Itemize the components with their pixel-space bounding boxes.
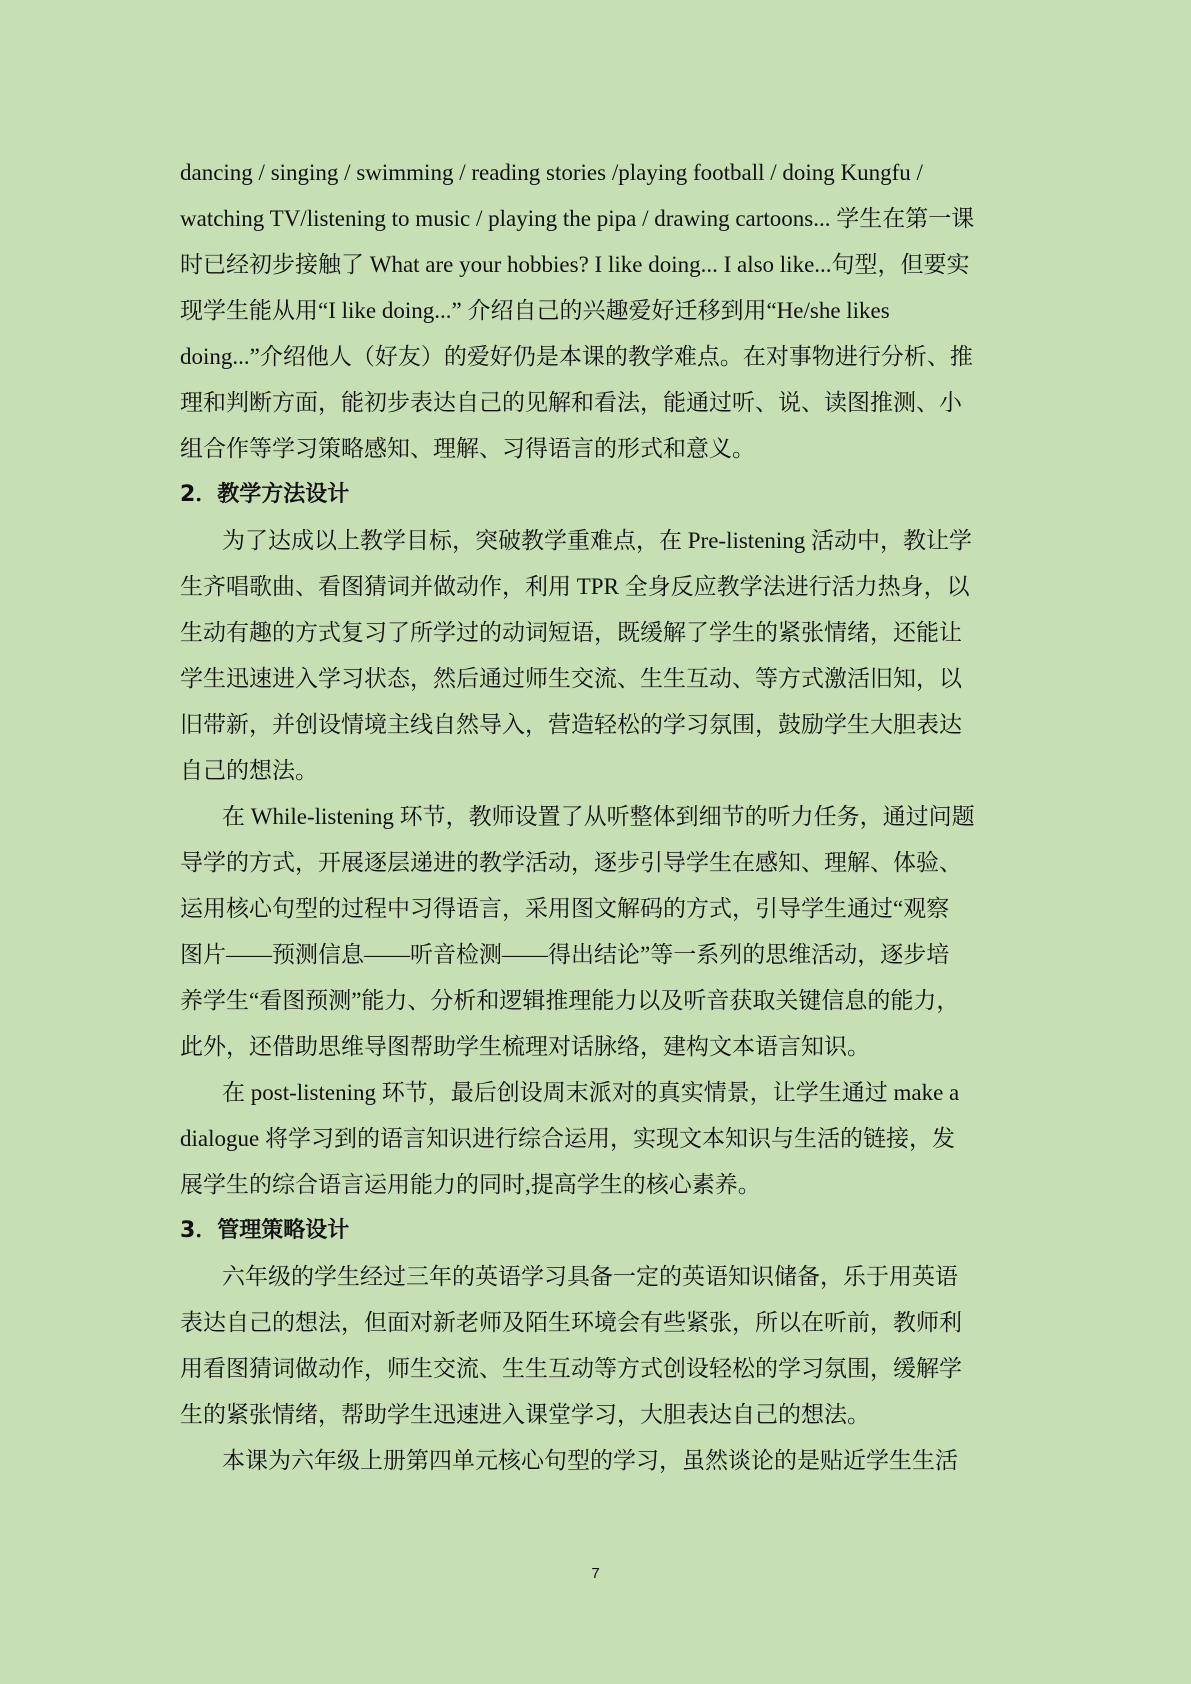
text-line: 旧带新，并创设情境主线自然导入，营造轻松的学习氛围，鼓励学生大胆表达 <box>180 712 962 737</box>
text-line: 学生迅速进入学习状态，然后通过师生交流、生生互动、等方式激活旧知，以 <box>180 666 962 691</box>
section-heading: 2．教学方法设计 <box>180 482 350 507</box>
text-line: 生动有趣的方式复习了所学过的动词短语，既缓解了学生的紧张情绪，还能让 <box>180 620 962 645</box>
text-line: 现学生能从用“I like doing...” 介绍自己的兴趣爱好迁移到用“He/she likes <box>180 298 890 323</box>
text-line: 用看图猜词做动作，师生交流、生生互动等方式创设轻松的学习氛围，缓解学 <box>180 1356 962 1381</box>
text-line: 组合作等学习策略感知、理解、习得语言的形式和意义。 <box>180 436 755 461</box>
text-line: 在 post-listening 环节，最后创设周末派对的真实情景，让学生通过 make a <box>222 1080 960 1105</box>
text-line: 此外，还借助思维导图帮助学生梳理对话脉络，建构文本语言知识。 <box>180 1034 870 1059</box>
text-line: watching TV/listening to music / playing the pipa / drawing cartoons... 学生在第一课 <box>180 206 975 231</box>
section-heading: 3．管理策略设计 <box>180 1218 350 1243</box>
text-line: dancing / singing / swimming / reading stories /playing football / doing Kungfu / <box>180 160 923 185</box>
text-line: 图片——预测信息——听音检测——得出结论”等一系列的思维活动，逐步培 <box>180 942 950 967</box>
text-line: 自己的想法。 <box>180 758 318 783</box>
text-line: 时已经初步接触了 What are your hobbies? I like doing... I also like...句型，但要实 <box>180 252 970 277</box>
text-line: 导学的方式，开展逐层递进的教学活动，逐步引导学生在感知、理解、体验、 <box>180 850 962 875</box>
text-line: 运用核心句型的过程中习得语言，采用图文解码的方式，引导学生通过“观察 <box>180 896 950 921</box>
text-line: dialogue 将学习到的语言知识进行综合运用，实现文本知识与生活的链接，发 <box>180 1126 955 1151</box>
text-line: 养学生“看图预测”能力、分析和逻辑推理能力以及听音获取关键信息的能力， <box>180 988 960 1013</box>
text-line: 六年级的学生经过三年的英语学习具备一定的英语知识储备，乐于用英语 <box>222 1264 958 1289</box>
text-line: 表达自己的想法，但面对新老师及陌生环境会有些紧张，所以在听前，教师利 <box>180 1310 962 1335</box>
page-number: 7 <box>591 1565 600 1582</box>
text-line: 生齐唱歌曲、看图猜词并做动作，利用 TPR 全身反应教学法进行活力热身，以 <box>180 574 970 599</box>
text-line: doing...”介绍他人（好友）的爱好仍是本课的教学难点。在对事物进行分析、推 <box>180 344 973 369</box>
document-body <box>180 150 1015 1484</box>
text-line: 在 While-listening 环节，教师设置了从听整体到细节的听力任务，通过问题 <box>222 804 975 829</box>
text-line: 为了达成以上教学目标，突破教学重难点，在 Pre-listening 活动中，教让学 <box>222 528 973 553</box>
text-line: 展学生的综合语言运用能力的同时,提高学生的核心素养。 <box>180 1172 761 1197</box>
text-line: 生的紧张情绪，帮助学生迅速进入课堂学习，大胆表达自己的想法。 <box>180 1402 870 1427</box>
text-line: 本课为六年级上册第四单元核心句型的学习，虽然谈论的是贴近学生生活 <box>222 1448 958 1473</box>
text-line: 理和判断方面，能初步表达自己的见解和看法，能通过听、说、读图推测、小 <box>180 390 962 415</box>
